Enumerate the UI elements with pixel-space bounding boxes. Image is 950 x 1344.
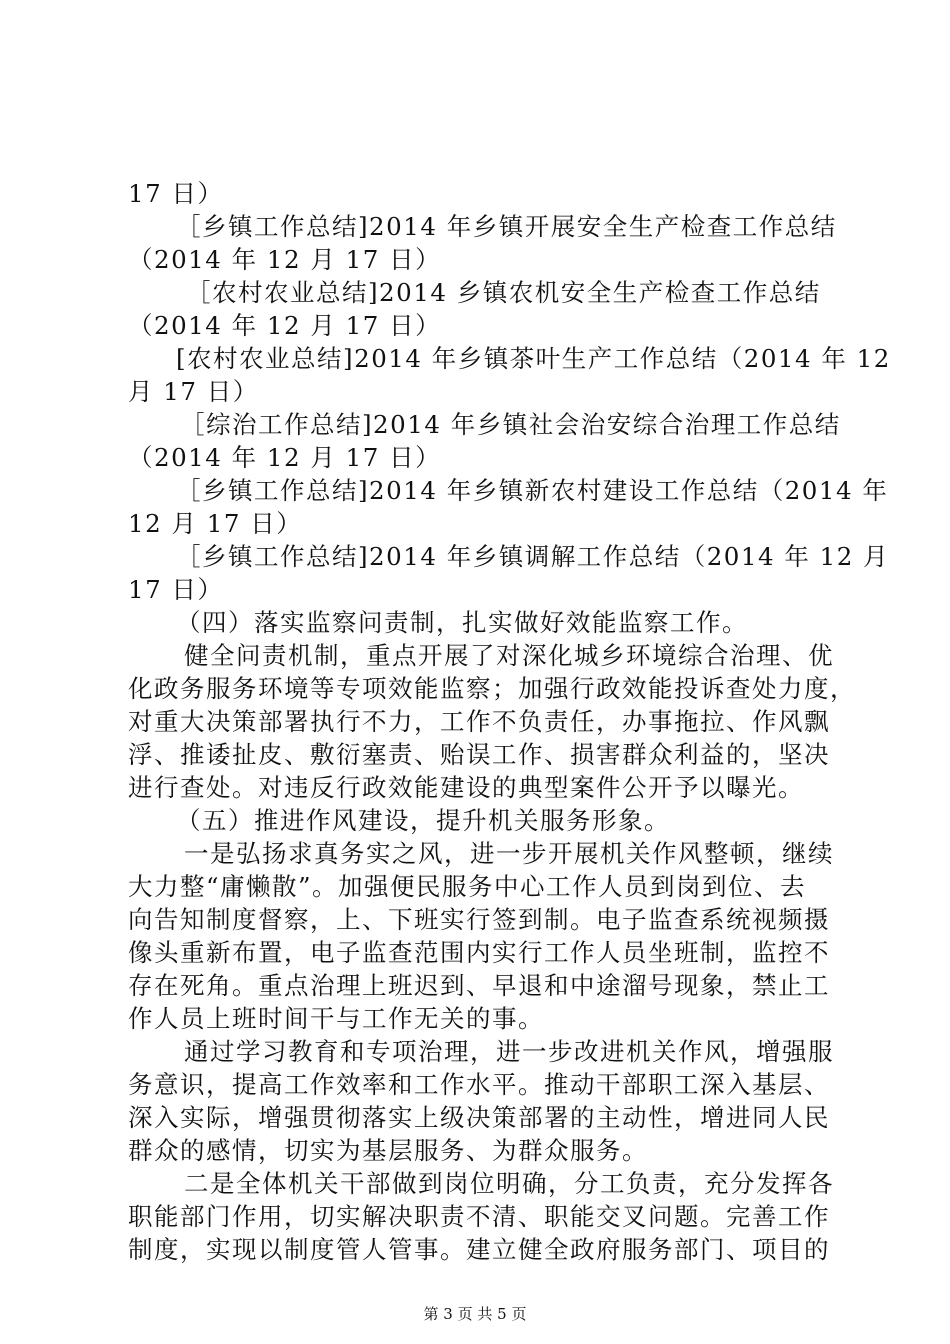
paragraph-line: 一是弘扬求真务实之风，进一步开展机关作风整顿，继续	[184, 839, 834, 868]
text-line: ［农村农业总结]2014 乡镇农机安全生产检查工作总结	[186, 278, 821, 307]
text-line: （2014 年 12 月 17 日）	[128, 443, 442, 472]
paragraph-line: 对重大决策部署执行不力，工作不负责任，办事拖拉、作风飘	[128, 707, 830, 736]
paragraph-line: 二是全体机关干部做到岗位明确，分工负责，充分发挥各	[184, 1169, 834, 1198]
paragraph-line: 群众的感情，切实为基层服务、为群众服务。	[128, 1136, 648, 1165]
paragraph-line: 健全问责机制，重点开展了对深化城乡环境综合治理、优	[184, 641, 834, 670]
paragraph-line: 像头重新布置，电子监查范围内实行工作人员坐班制，监控不	[128, 938, 830, 967]
text-line: ［综治工作总结]2014 年乡镇社会治安综合治理工作总结	[180, 410, 841, 439]
paragraph-line: 职能部门作用，切实解决职责不清、职能交叉问题。完善工作	[128, 1202, 830, 1231]
paragraph-line: 深入实际，增强贯彻落实上级决策部署的主动性，增进同人民	[128, 1103, 830, 1132]
text-line: 17 日）	[128, 575, 224, 604]
paragraph-line: 通过学习教育和专项治理，进一步改进机关作风，增强服	[184, 1037, 834, 1066]
text-line: （2014 年 12 月 17 日）	[128, 311, 442, 340]
text-line: ［乡镇工作总结]2014 年乡镇调解工作总结（2014 年 12 月	[176, 542, 890, 571]
text-line: ［乡镇工作总结]2014 年乡镇新农村建设工作总结（2014 年	[176, 476, 889, 505]
page-footer: 第 3 页 共 5 页	[423, 1305, 527, 1323]
text-line: [农村农业总结]2014 年乡镇茶叶生产工作总结（2014 年 12	[176, 344, 891, 373]
paragraph-line: 化政务服务环境等专项效能监察；加强行政效能投诉查处力度，	[128, 674, 856, 703]
paragraph-line: 作人员上班时间干与工作无关的事。	[128, 1004, 544, 1033]
paragraph-line: 进行查处。对违反行政效能建设的典型案件公开予以曝光。	[128, 773, 804, 802]
paragraph-line: 务意识，提高工作效率和工作水平。推动干部职工深入基层、	[128, 1070, 830, 1099]
paragraph-line: 大力整“庸懒散”。加强便民服务中心工作人员到岗到位、去	[128, 872, 807, 901]
paragraph-line: 制度，实现以制度管人管事。建立健全政府服务部门、项目的	[128, 1235, 830, 1264]
text-line: 12 月 17 日）	[128, 509, 303, 538]
text-line: 月 17 日）	[128, 377, 259, 406]
section-heading: （四）落实监察问责制，扎实做好效能监察工作。	[176, 608, 748, 637]
text-line: 17 日）	[128, 179, 224, 208]
paragraph-line: 浮、推诿扯皮、敷衍塞责、贻误工作、损害群众利益的，坚决	[128, 740, 830, 769]
paragraph-line: 向告知制度督察，上、下班实行签到制。电子监查系统视频摄	[128, 905, 830, 934]
text-line: ［乡镇工作总结]2014 年乡镇开展安全生产检查工作总结	[176, 212, 837, 241]
paragraph-line: 存在死角。重点治理上班迟到、早退和中途溜号现象，禁止工	[128, 971, 830, 1000]
text-line: （2014 年 12 月 17 日）	[128, 245, 442, 274]
section-heading: （五）推进作风建设，提升机关服务形象。	[176, 806, 670, 835]
